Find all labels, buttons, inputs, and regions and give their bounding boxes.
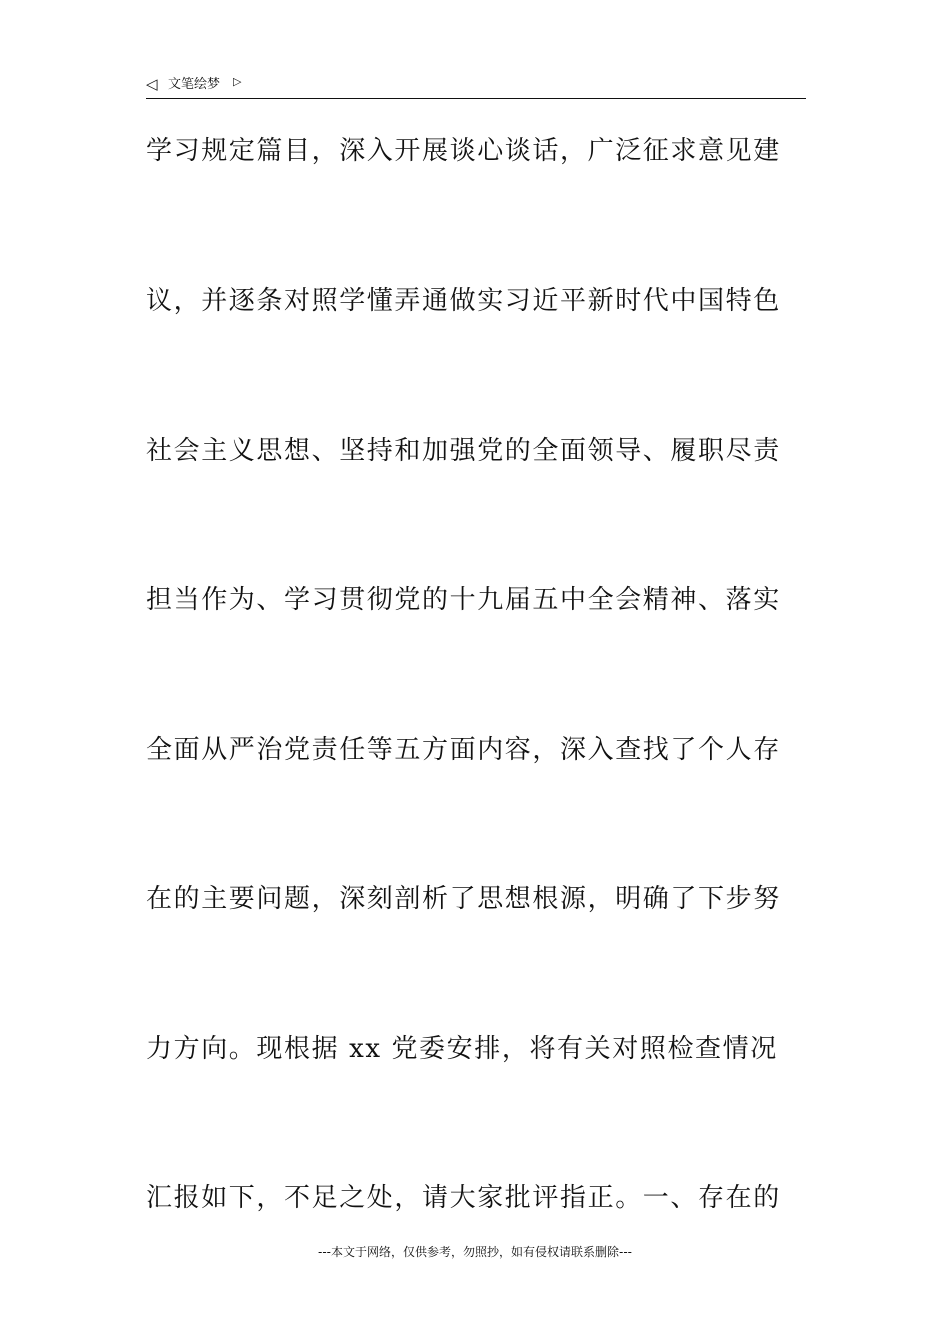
body-line: 学习规定篇目，深入开展谈心谈话，广泛征求意见建 — [146, 136, 781, 166]
body-line: 议，并逐条对照学懂弄通做实习近平新时代中国特色 — [146, 286, 781, 316]
body-line: 社会主义思想、坚持和加强党的全面领导、履职尽责 — [146, 436, 781, 466]
page-footer-notice: ---本文于网络，仅供参考，勿照抄，如有侵权请联系删除--- — [318, 1245, 632, 1259]
body-line: 汇报如下，不足之处，请大家批评指正。一、存在的 — [146, 1183, 781, 1213]
header-brand: 文笔绘梦 — [168, 77, 221, 92]
triangle-left-icon: ◁ — [146, 75, 158, 93]
body-line: 在的主要问题，深刻剖析了思想根源，明确了下步努 — [146, 884, 781, 914]
triangle-right-icon: ▷ — [233, 75, 242, 88]
page-header — [146, 72, 806, 99]
body-line: 担当作为、学习贯彻党的十九届五中全会精神、落实 — [146, 585, 781, 615]
body-line: 力方向。现根据 xx 党委安排，将有关对照检查情况 — [146, 1034, 778, 1064]
body-line: 全面从严治党责任等五方面内容，深入查找了个人存 — [146, 735, 781, 765]
